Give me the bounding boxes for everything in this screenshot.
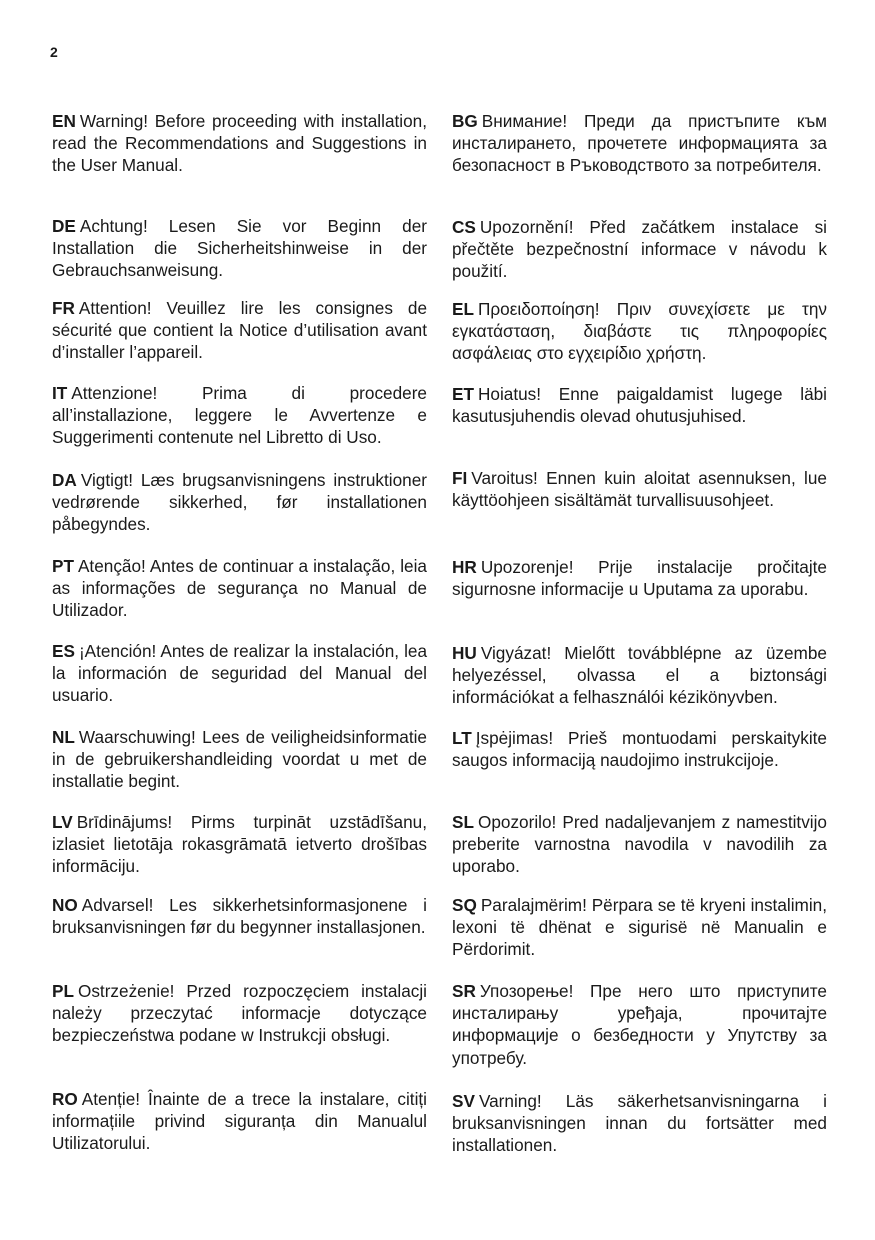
language-code: DE (52, 216, 76, 236)
warning-block-de (52, 215, 427, 282)
warning-text: Atenção! Antes de continuar a instalação, leia as informações de segurança no Manual de Utilizador. (52, 556, 427, 621)
warning-block-fr (52, 297, 427, 364)
language-code: SQ (452, 895, 477, 915)
warning-text: Brīdinājums! Pirms turpināt uzstādīšanu, izlasiet lietotāja rokasgrāmatā ietverto drošības informāciju. (52, 812, 427, 877)
warning-text: Warning! Before proceeding with installation, read the Recommendations and Suggestions in the User Manual. (52, 111, 427, 176)
warning-text: Advarsel! Les sikkerhetsinformasjonene i bruksanvisningen før du begynner installasjonen. (52, 895, 427, 938)
warning-block-el (452, 298, 827, 365)
warning-block-da (52, 469, 427, 536)
language-code: DA (52, 470, 77, 490)
warning-block-hu (452, 642, 827, 709)
warning-text: Упозорење! Пре него што приступите инсталирању уређаја, прочитајте информације о безбедности у Упутству за употребу. (452, 981, 827, 1068)
language-code: NO (52, 895, 78, 915)
warning-block-pl (52, 980, 427, 1047)
warning-text: Varning! Läs säkerhetsanvisningarna i bruksanvisningen innan du fortsätter med installationen. (452, 1091, 827, 1156)
warning-text: Внимание! Преди да пристъпите към инсталирането, прочетете информацията за безопасност в Ръководството за потребителя. (452, 111, 827, 176)
warning-block-ro (52, 1088, 427, 1155)
warning-text: Vigyázat! Mielőtt továbblépne az üzembe helyezéssel, olvassa el a biztonsági információkat a felhasználói kézikönyvben. (452, 643, 827, 708)
warning-block-it (52, 382, 427, 449)
warning-text: Achtung! Lesen Sie vor Beginn der Installation die Sicherheitshinweise in der Gebrauchsanweisung. (52, 216, 427, 281)
warning-block-lv (52, 811, 427, 878)
warning-block-hr (452, 556, 827, 600)
language-code: LT (452, 728, 472, 748)
warning-text: Upozornění! Před začátkem instalace si přečtěte bezpečnostní informace v návodu k použití. (452, 217, 827, 282)
warning-text: Προειδοποίηση! Πριν συνεχίσετε με την εγκατάσταση, διαβάστε τις πληροφορίες ασφάλειας στο εγχειρίδιο χρήστη. (452, 299, 827, 364)
warning-block-fi (452, 467, 827, 511)
warning-block-sq (452, 894, 827, 961)
warning-block-nl (52, 726, 427, 793)
language-code: IT (52, 383, 68, 403)
language-code: FI (452, 468, 468, 488)
warning-block-pt (52, 555, 427, 622)
warning-text: Įspėjimas! Prieš montuodami perskaitykite saugos informaciją naudojimo instrukcijoje. (452, 728, 827, 771)
warning-text: Varoitus! Ennen kuin aloitat asennuksen, lue käyttöohjeen sisältämät turvallisuusohjeet. (452, 468, 827, 511)
language-code: NL (52, 727, 75, 747)
warning-text: Opozorilo! Pred nadaljevanjem z namestitvijo preberite varnostna navodila v navodilih za uporabo. (452, 812, 827, 877)
language-code: RO (52, 1089, 78, 1109)
language-code: SR (452, 981, 476, 1001)
warning-block-en (52, 110, 427, 177)
warning-block-cs (452, 216, 827, 283)
language-code: SL (452, 812, 474, 832)
language-code: ET (452, 384, 474, 404)
warning-text: Waarschuwing! Lees de veiligheidsinformatie in de gebruikershandleiding voordat u met de installatie begint. (52, 727, 427, 792)
warning-block-sr (452, 980, 827, 1069)
language-code: FR (52, 298, 75, 318)
warning-text: Atenție! Înainte de a trece la instalare, citiți informațiile privind siguranța din Manualul Utilizatorului. (52, 1089, 427, 1154)
warning-block-no (52, 894, 427, 938)
language-code: BG (452, 111, 478, 131)
warning-block-lt (452, 727, 827, 771)
warning-block-sv (452, 1090, 827, 1157)
warning-text: Attention! Veuillez lire les consignes de sécurité que contient la Notice d’utilisation avant d’installer l’appareil. (52, 298, 427, 363)
page-number: 2 (50, 44, 58, 60)
warning-text: Ostrzeżenie! Przed rozpoczęciem instalacji należy przeczytać informacje dotyczące bezpieczeństwa podane w Instrukcji obsługi. (52, 981, 427, 1046)
warning-text: Vigtigt! Læs brugsanvisningens instruktioner vedrørende sikkerhed, før installationen påbegyndes. (52, 470, 427, 535)
warning-text: Attenzione! Prima di procedere all’installazione, leggere le Avvertenze e Suggerimenti contenute nel Libretto di Uso. (52, 383, 427, 448)
warning-text: Upozorenje! Prije instalacije pročitajte sigurnosne informacije u Uputama za uporabu. (452, 557, 827, 600)
language-code: EN (52, 111, 76, 131)
warning-block-es (52, 640, 427, 707)
language-code: LV (52, 812, 73, 832)
language-code: PT (52, 556, 74, 576)
language-code: SV (452, 1091, 475, 1111)
warning-block-et (452, 383, 827, 427)
language-code: EL (452, 299, 474, 319)
warning-text: Hoiatus! Enne paigaldamist lugege läbi kasutusjuhendis olevad ohutusjuhised. (452, 384, 827, 427)
warning-block-bg (452, 110, 827, 177)
language-code: CS (452, 217, 476, 237)
language-code: ES (52, 641, 75, 661)
warning-block-sl (452, 811, 827, 878)
warning-text: Paralajmërim! Përpara se të kryeni instalimin, lexoni të dhënat e sigurisë në Manualin e Përdorimit. (452, 895, 827, 960)
warning-text: ¡Atención! Antes de realizar la instalación, lea la información de seguridad del Manual del usuario. (52, 641, 427, 706)
language-code: PL (52, 981, 74, 1001)
language-code: HU (452, 643, 477, 663)
language-code: HR (452, 557, 477, 577)
